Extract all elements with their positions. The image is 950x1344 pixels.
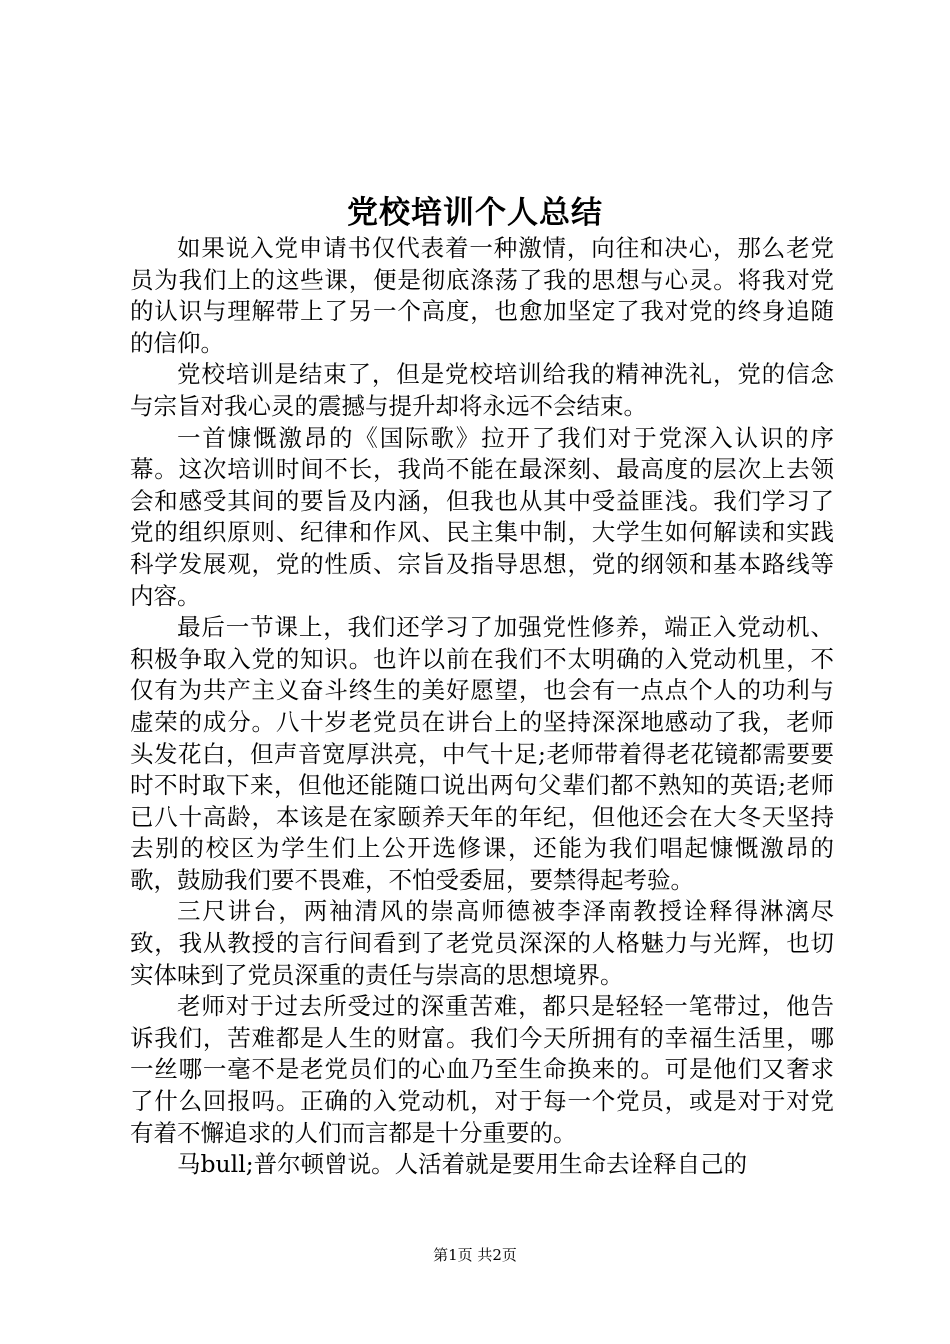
paragraph: 一首慷慨激昂的《国际歌》拉开了我们对于党深入认识的序幕。这次培训时间不长，我尚不能在最深刻、最高度的层次上去领会和感受其间的要旨及内涵，但我也从其中受益匪浅。我们学习了党的组织原则、纪律和作风、民主集中制，大学生如何解读和实践科学发展观，党的性质、宗旨及指导思想，党的纲领和基本路线等内容。 — [130, 423, 834, 610]
paragraph: 最后一节课上，我们还学习了加强党性修养，端正入党动机、积极争取入党的知识。也许以前在我们不太明确的入党动机里，不仅有为共产主义奋斗终生的美好愿望，也会有一点点个人的功利与虚荣的成分。八十岁老党员在讲台上的坚持深深地感动了我，老师头发花白，但声音宽厚洪亮，中气十足;老师带着得老花镜都需要要时不时取下来，但他还能随口说出两句父辈们都不熟知的英语;老师已八十高龄，本该是在家颐养天年的年纪，但他还会在大冬天坚持去别的校区为学生们上公开选修课，还能为我们唱起慷慨激昂的歌，鼓励我们要不畏难，不怕受委屈，要禁得起考验。 — [130, 613, 834, 894]
paragraph: 马bull;普尔顿曾说。人活着就是要用生命去诠释自己的 — [177, 1150, 748, 1179]
paragraph: 三尺讲台，两袖清风的崇高师德被李泽南教授诠释得淋漓尽致，我从教授的言行间看到了老党员深深的人格魅力与光辉，也切实体味到了党员深重的责任与崇高的思想境界。 — [130, 897, 834, 989]
paragraph: 党校培训是结束了，但是党校培训给我的精神洗礼，党的信念与宗旨对我心灵的震撼与提升却将永远不会结束。 — [130, 360, 834, 420]
paragraph: 如果说入党申请书仅代表着一种激情，向往和决心，那么老党员为我们上的这些课，便是彻底涤荡了我的思想与心灵。将我对党的认识与理解带上了另一个高度，也愈加坚定了我对党的终身追随的信仰。 — [130, 234, 834, 357]
paragraph: 老师对于过去所受过的深重苦难，都只是轻轻一笔带过，他告诉我们，苦难都是人生的财富。我们今天所拥有的幸福生活里，哪一丝哪一毫不是老党员们的心血乃至生命换来的。可是他们又奢求了什么回报吗。正确的入党动机，对于每一个党员，或是对于对党有着不懈追求的人们而言都是十分重要的。 — [130, 992, 834, 1147]
document-body — [130, 233, 834, 1181]
document-title: 党校培训个人总结 — [347, 195, 603, 231]
page-number-footer: 第1页 共2页 — [433, 1246, 517, 1264]
